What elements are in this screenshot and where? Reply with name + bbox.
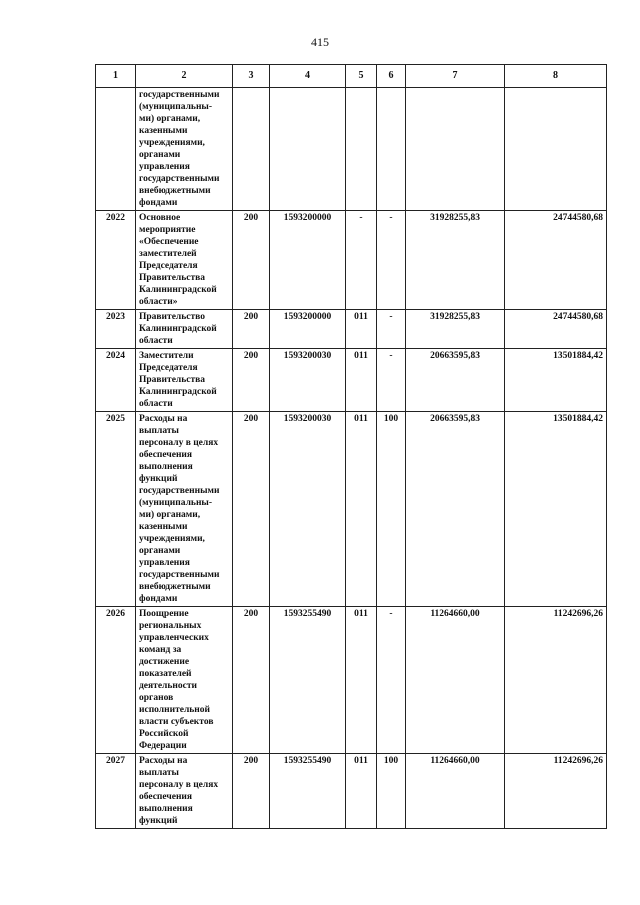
row-amount-planned: 31928255,83 xyxy=(406,310,505,349)
row-target-article xyxy=(270,88,346,211)
col-header-7: 7 xyxy=(406,65,505,88)
row-description: Поощрение региональных управленческих команд за достижение показателей деятельности органов исполнительной власти субъектов Российской Федерации xyxy=(136,607,233,754)
row-description: государственными (муниципальны- ми) органами, казенными учреждениями, органами управления государственными внебюджетными фондами xyxy=(136,88,233,211)
page-number: 415 xyxy=(311,35,329,49)
row-code: 200 xyxy=(233,310,270,349)
table-row xyxy=(96,349,607,412)
col-header-5: 5 xyxy=(346,65,377,88)
table-row xyxy=(96,412,607,607)
row-code: 200 xyxy=(233,211,270,310)
row-expense-type xyxy=(377,88,406,211)
row-target-article: 1593200000 xyxy=(270,211,346,310)
table-row xyxy=(96,754,607,829)
col-header-6: 6 xyxy=(377,65,406,88)
table-row xyxy=(96,88,607,211)
row-expense-type: - xyxy=(377,607,406,754)
row-expense-type: - xyxy=(377,349,406,412)
row-amount-executed: 11242696,26 xyxy=(505,754,607,829)
row-number: 2025 xyxy=(96,412,136,607)
row-target-article: 1593200000 xyxy=(270,310,346,349)
row-section: 011 xyxy=(346,754,377,829)
row-target-article: 1593255490 xyxy=(270,754,346,829)
row-amount-planned xyxy=(406,88,505,211)
row-description: Расходы на выплаты персоналу в целях обеспечения выполнения функций xyxy=(136,754,233,829)
row-amount-planned: 11264660,00 xyxy=(406,754,505,829)
row-code: 200 xyxy=(233,349,270,412)
col-header-1: 1 xyxy=(96,65,136,88)
row-target-article: 1593200030 xyxy=(270,412,346,607)
row-code xyxy=(233,88,270,211)
col-header-2: 2 xyxy=(136,65,233,88)
row-description: Заместители Председателя Правительства Калининградской области xyxy=(136,349,233,412)
row-amount-executed: 24744580,68 xyxy=(505,211,607,310)
row-expense-type: 100 xyxy=(377,754,406,829)
table-row xyxy=(96,310,607,349)
row-amount-executed: 24744580,68 xyxy=(505,310,607,349)
row-section: - xyxy=(346,211,377,310)
row-expense-type: 100 xyxy=(377,412,406,607)
row-number: 2026 xyxy=(96,607,136,754)
row-code: 200 xyxy=(233,607,270,754)
row-amount-executed xyxy=(505,88,607,211)
row-number: 2023 xyxy=(96,310,136,349)
row-expense-type: - xyxy=(377,310,406,349)
row-amount-planned: 11264660,00 xyxy=(406,607,505,754)
row-expense-type: - xyxy=(377,211,406,310)
row-section xyxy=(346,88,377,211)
row-section: 011 xyxy=(346,412,377,607)
row-amount-planned: 31928255,83 xyxy=(406,211,505,310)
row-number: 2027 xyxy=(96,754,136,829)
budget-table xyxy=(95,64,607,829)
row-target-article: 1593200030 xyxy=(270,349,346,412)
row-number: 2024 xyxy=(96,349,136,412)
row-code: 200 xyxy=(233,412,270,607)
row-description: Расходы на выплаты персоналу в целях обеспечения выполнения функций государственными (муниципальны- ми) органами, казенными учреждениями, органами управления государственными внебюджетными фондами xyxy=(136,412,233,607)
header-row xyxy=(96,65,607,88)
row-number xyxy=(96,88,136,211)
col-header-3: 3 xyxy=(233,65,270,88)
row-section: 011 xyxy=(346,310,377,349)
row-target-article: 1593255490 xyxy=(270,607,346,754)
row-section: 011 xyxy=(346,607,377,754)
col-header-4: 4 xyxy=(270,65,346,88)
row-amount-planned: 20663595,83 xyxy=(406,412,505,607)
row-amount-executed: 11242696,26 xyxy=(505,607,607,754)
row-number: 2022 xyxy=(96,211,136,310)
table-row xyxy=(96,211,607,310)
row-code: 200 xyxy=(233,754,270,829)
row-amount-executed: 13501884,42 xyxy=(505,412,607,607)
table-row xyxy=(96,607,607,754)
row-amount-executed: 13501884,42 xyxy=(505,349,607,412)
row-amount-planned: 20663595,83 xyxy=(406,349,505,412)
row-description: Правительство Калининградской области xyxy=(136,310,233,349)
row-description: Основное мероприятие «Обеспечение заместителей Председателя Правительства Калининградской области» xyxy=(136,211,233,310)
row-section: 011 xyxy=(346,349,377,412)
col-header-8: 8 xyxy=(505,65,607,88)
